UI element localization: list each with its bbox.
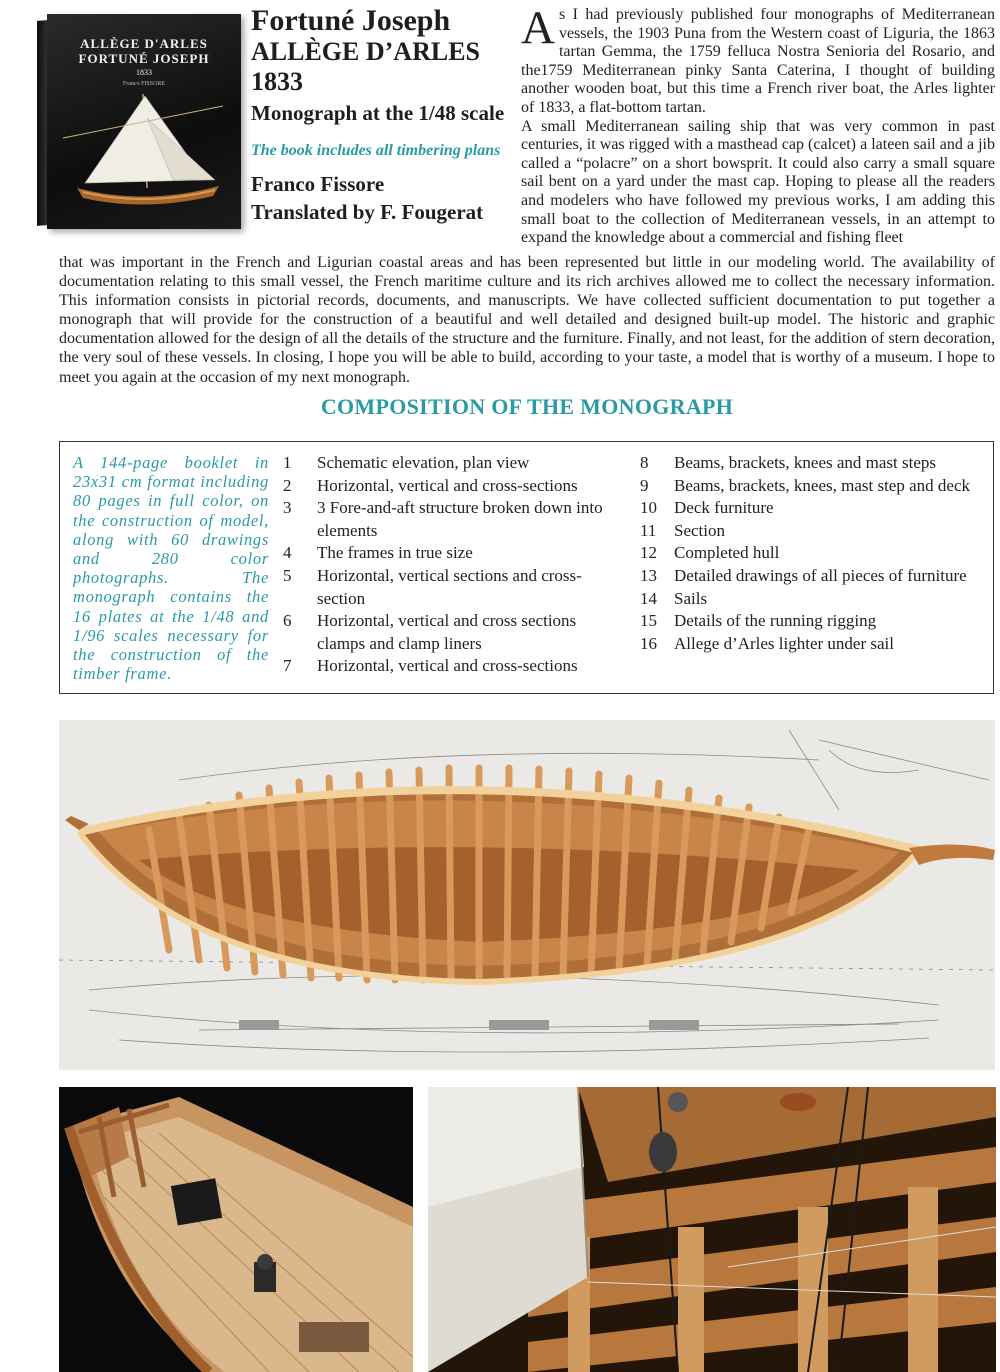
plate-list-item: [283, 565, 613, 610]
plate-label: Horizontal, vertical and cross-sections: [317, 475, 578, 495]
plate-number: 3: [283, 498, 292, 518]
book-front-cover: [47, 14, 241, 229]
cover-year: 1833: [136, 68, 152, 77]
plate-number: 9: [640, 475, 649, 495]
plate-label: Completed hull: [674, 543, 780, 563]
book-cover-image: [37, 14, 243, 232]
plates-list-column-2: [640, 452, 985, 655]
deck-illustration: [59, 1087, 413, 1372]
plate-list-item: [283, 610, 613, 655]
plate-list-item: [283, 542, 613, 565]
cover-title: ALLÈGE D'ARLES FORTUNÉ JOSEPH: [78, 36, 210, 66]
plate-label: Details of the running rigging: [674, 611, 877, 631]
plate-number: 13: [640, 565, 657, 585]
plate-number: 2: [283, 475, 292, 495]
plate-label: Horizontal, vertical and cross-sections: [317, 656, 578, 676]
hull-frame-illustration: [59, 720, 995, 1070]
translator-name: Translated by F. Fougerat: [251, 200, 484, 224]
plate-label: Horizontal, vertical and cross sections clamps and clamp liners: [317, 611, 577, 653]
plate-number: 8: [640, 453, 649, 472]
plate-list-item: [283, 497, 613, 542]
plate-list-item: [640, 565, 985, 588]
plate-list-item: [640, 633, 985, 656]
rigging-detail-photo: [428, 1087, 996, 1372]
plate-number: 7: [283, 656, 292, 676]
intro-paragraph-1: s I had previously published four monographs of Mediterranean vessels, the 1903 Puna from the Western coast of Liguria, the 1863 tartan Gemma, the 1759 felluca Nostra Senioria del Rosario, and the1759 Mediterranean pinky Santa Caterina, I thought of building another wooden boat, but this time a French river boat, the Arles lighter of 1833, a flat-bottom tartan.: [521, 6, 995, 116]
cover-author: Franco FISSORE: [122, 81, 166, 87]
page-subtitle: ALLÈGE D’ARLES: [251, 37, 480, 66]
drop-cap: A: [521, 2, 555, 54]
plate-number: 6: [283, 611, 292, 631]
plate-list-item: [640, 475, 985, 498]
plate-list-item: [640, 520, 985, 543]
plate-label: Beams, brackets, knees and mast steps: [674, 453, 937, 472]
intro-text: [521, 2, 995, 248]
plate-number: 10: [640, 498, 657, 518]
page-year: 1833: [251, 67, 303, 96]
plate-list-item: [283, 655, 613, 678]
plate-label: The frames in true size: [317, 543, 473, 563]
plate-list-item: [640, 497, 985, 520]
plate-number: 1: [283, 453, 292, 472]
plates-list-column-1: [283, 452, 613, 678]
plate-label: Section: [674, 520, 725, 540]
intro-paragraph-2: A small Mediterranean sailing ship that was very common in past centuries, it was rigged with a masthead cap (calcet) a lateen sail and a jib called a “polacre” on a short bowsprit. It could also carry a small square sail bent on a yard under the mast cap. Hoping to please all the readers and modelers who have followed my previous works, I am adding this small boat to the collection of Mediterranean vessels, in an attempt to expand the knowledge about a commercial and fishing fleet: [521, 117, 995, 247]
plate-number: 15: [640, 611, 657, 631]
composition-box: [59, 441, 994, 694]
plate-number: 14: [640, 588, 657, 608]
rigging-illustration: [428, 1087, 996, 1372]
page-title: Fortuné Joseph: [251, 4, 451, 37]
scale-line: Monograph at the 1/48 scale: [251, 101, 505, 125]
plate-label: Horizontal, vertical sections and cross-section: [317, 565, 582, 608]
author-name: Franco Fissore: [251, 172, 385, 196]
cover-ship-illustration: [55, 88, 233, 212]
plate-label: Deck furniture: [674, 498, 774, 518]
deck-detail-photo: [59, 1087, 413, 1372]
plate-label: Beams, brackets, knees, mast step and deck: [674, 475, 970, 495]
plate-label: Sails: [674, 588, 708, 608]
hull-frame-photo: [59, 720, 995, 1070]
plate-number: 16: [640, 633, 657, 653]
plate-list-item: [640, 452, 985, 475]
plate-number: 5: [283, 565, 292, 585]
timbering-note: The book includes all timbering plans: [251, 142, 501, 159]
plate-label: 3 Fore-and-aft structure broken down into elements: [317, 498, 603, 540]
plate-list-item: [640, 542, 985, 565]
plate-list-item: [283, 475, 613, 498]
plate-label: Detailed drawings of all pieces of furniture: [674, 565, 967, 585]
plate-list-item: [283, 452, 613, 475]
title-block: [251, 4, 516, 226]
plate-number: 4: [283, 543, 292, 563]
plate-list-item: [640, 610, 985, 633]
plate-list-item: [640, 588, 985, 611]
composition-heading: COMPOSITION OF THE MONOGRAPH: [320, 394, 734, 419]
intro-continuation: that was important in the French and Ligurian coastal areas and has been represented but little in our modeling world. The availability of documentation relating to this small vessel, the French maritime culture and its rich archives allowed me to collect the necessary information. This information consists in pictorial records, documents, and manuscripts. We have collected sufficient documentation to put together a monograph that will provide for the construction of a beautiful and well detailed and designed built-up model. The historic and graphic documentation allowed for the design of all the details of the structure and the furniture. Finally, and not least, for the addition of stern decoration, the very soul of these vessels. In closing, I hope you will be able to build, according to your taste, a model that is worthy of a museum. I hope to meet you again at the occasion of my next monograph.: [59, 254, 995, 386]
plate-number: 12: [640, 543, 657, 563]
plate-number: 11: [640, 520, 657, 540]
composition-description: A 144-page booklet in 23x31 cm format including 80 pages in full color, on the construction of model, along with 60 drawings and 280 color photographs. The monograph contains the 16 plates at the 1/48 and 1/96 scales necessary for the construction of the timber frame.: [73, 453, 269, 684]
plate-label: Schematic elevation, plan view: [317, 453, 530, 472]
plate-label: Allege d’Arles lighter under sail: [674, 633, 894, 653]
